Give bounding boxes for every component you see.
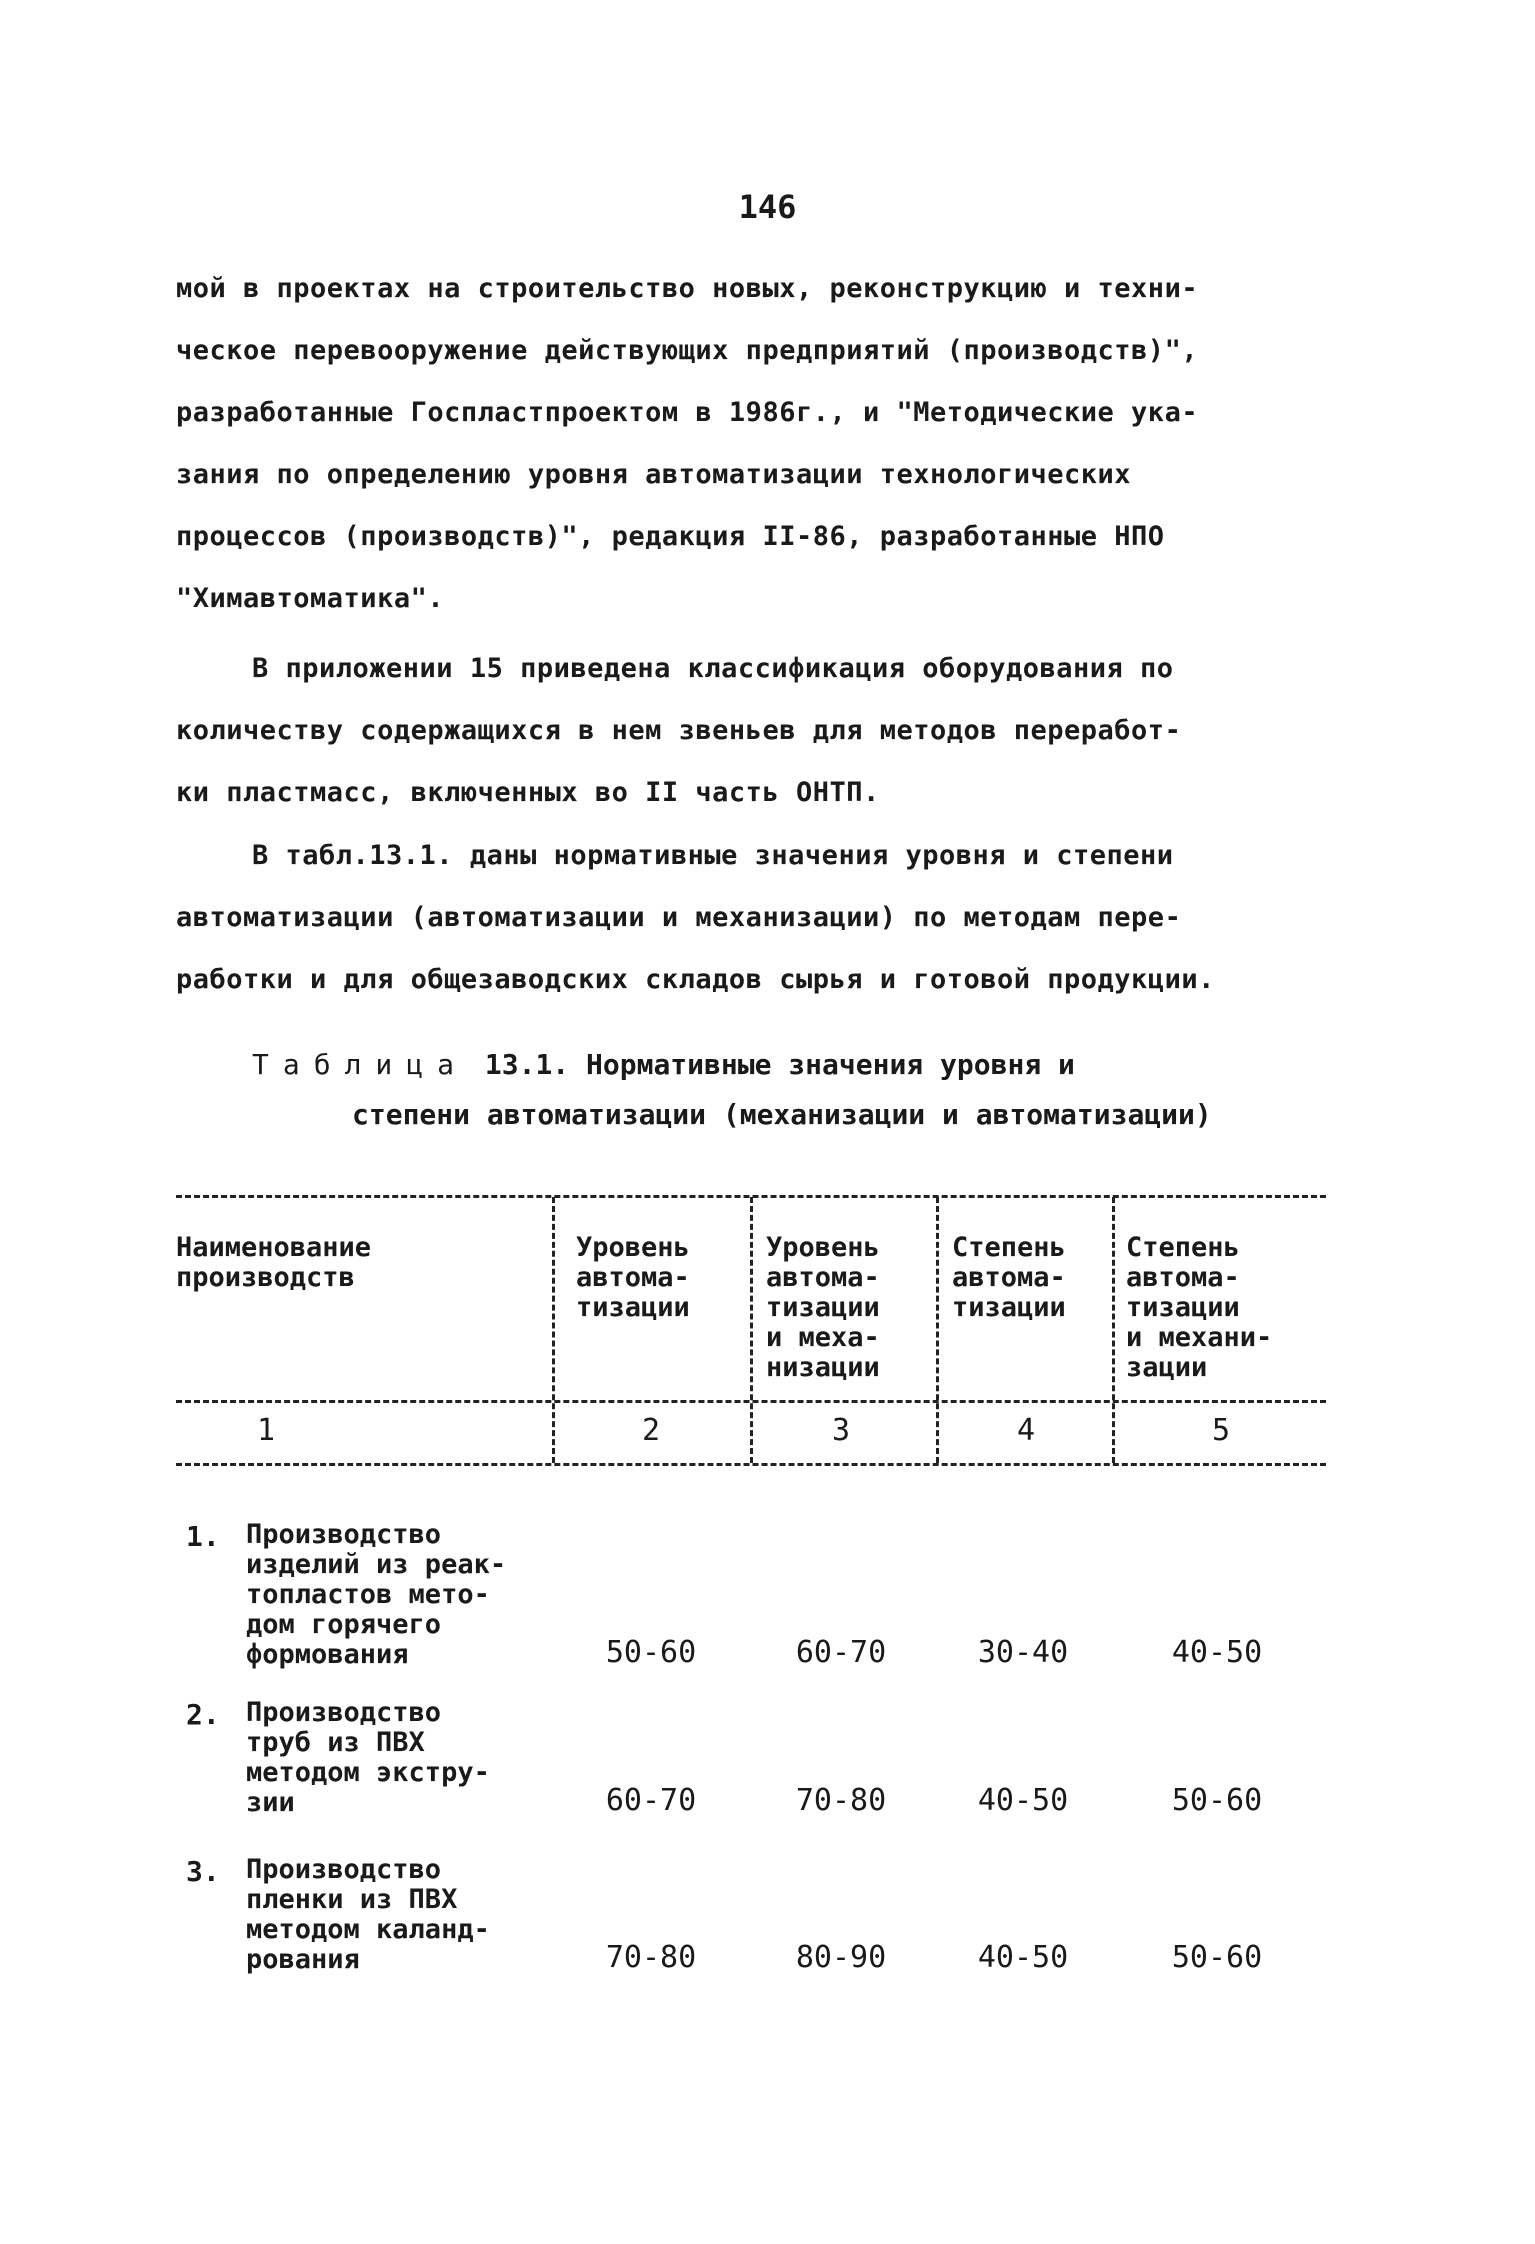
column-number: 1 — [256, 1413, 276, 1448]
table-col-divider — [552, 1197, 555, 1463]
table-caption-line1: 13.1. Нормативные значения уровня и — [484, 1048, 1075, 1081]
text-line: разработанные Госпластпроектом в 1986г., и "Методические ука- — [176, 397, 1199, 428]
text-line: количеству содержащихся в нем звеньев для методов переработ- — [176, 715, 1182, 746]
text-line: работки и для общезаводских складов сырья и готовой продукции. — [176, 964, 1215, 995]
row-value: 60-70 — [605, 1783, 697, 1818]
row-value: 50-60 — [1171, 1783, 1263, 1818]
paragraph-2 — [176, 638, 1376, 824]
header-level-automation: Уровень автома- тизации — [576, 1232, 690, 1323]
row-value: 70-80 — [795, 1783, 887, 1818]
text-line: процессов (производств)", редакция II-86, разработанные НПО — [176, 521, 1165, 552]
row-value: 40-50 — [977, 1940, 1069, 1975]
table-caption-word: Таблица — [252, 1048, 469, 1081]
table-numbers-rule — [176, 1463, 1326, 1466]
column-number: 3 — [831, 1413, 851, 1448]
row-number: 3. — [186, 1855, 220, 1888]
text-line: "Химавтоматика". — [176, 583, 445, 614]
header-degree-automation-mechanization: Степень автома- тизации и механи- зации — [1126, 1232, 1273, 1383]
text-line: мой в проектах на строительство новых, реконструкцию и техни- — [176, 273, 1199, 304]
page-number: 146 — [738, 188, 797, 226]
table-col-divider — [936, 1197, 939, 1463]
text-line: ки пластмасс, включенных во II часть ОНТП. — [176, 777, 880, 808]
column-number: 2 — [641, 1413, 661, 1448]
row-name: Производство пленки из ПВХ методом каланд- рования — [246, 1854, 490, 1975]
row-value: 60-70 — [795, 1635, 887, 1670]
header-level-automation-mechanization: Уровень автома- тизации и меха- низации — [766, 1232, 880, 1383]
table-caption — [252, 1040, 1212, 1140]
table-caption-line2: степени автоматизации (механизации и автоматизации) — [352, 1098, 1212, 1131]
column-number: 5 — [1211, 1413, 1231, 1448]
column-number: 4 — [1016, 1413, 1036, 1448]
row-value: 40-50 — [977, 1783, 1069, 1818]
row-value: 80-90 — [795, 1940, 887, 1975]
text-line: ческое перевооружение действующих предприятий (производств)", — [176, 335, 1199, 366]
table-col-divider — [750, 1197, 753, 1463]
paragraph-1 — [176, 258, 1376, 630]
row-number: 2. — [186, 1698, 220, 1731]
row-value: 50-60 — [1171, 1940, 1263, 1975]
text-line: автоматизации (автоматизации и механизации) по методам пере- — [176, 902, 1182, 933]
row-name: Производство труб из ПВХ методом экстру- зии — [246, 1697, 490, 1818]
row-number: 1. — [186, 1520, 220, 1553]
table-col-divider — [1112, 1197, 1115, 1463]
paragraph-3 — [176, 825, 1376, 1011]
row-value: 70-80 — [605, 1940, 697, 1975]
row-name: Производство изделий из реак- топластов мето- дом горячего формования — [246, 1519, 507, 1670]
text-line: В приложении 15 приведена классификация оборудования по — [252, 653, 1174, 684]
header-degree-automation: Степень автома- тизации — [952, 1232, 1066, 1323]
row-value: 50-60 — [605, 1635, 697, 1670]
header-name: Наименование производств — [176, 1232, 372, 1293]
text-line: В табл.13.1. даны нормативные значения уровня и степени — [252, 840, 1174, 871]
row-value: 30-40 — [977, 1635, 1069, 1670]
row-value: 40-50 — [1171, 1635, 1263, 1670]
text-line: зания по определению уровня автоматизации технологических — [176, 459, 1132, 490]
